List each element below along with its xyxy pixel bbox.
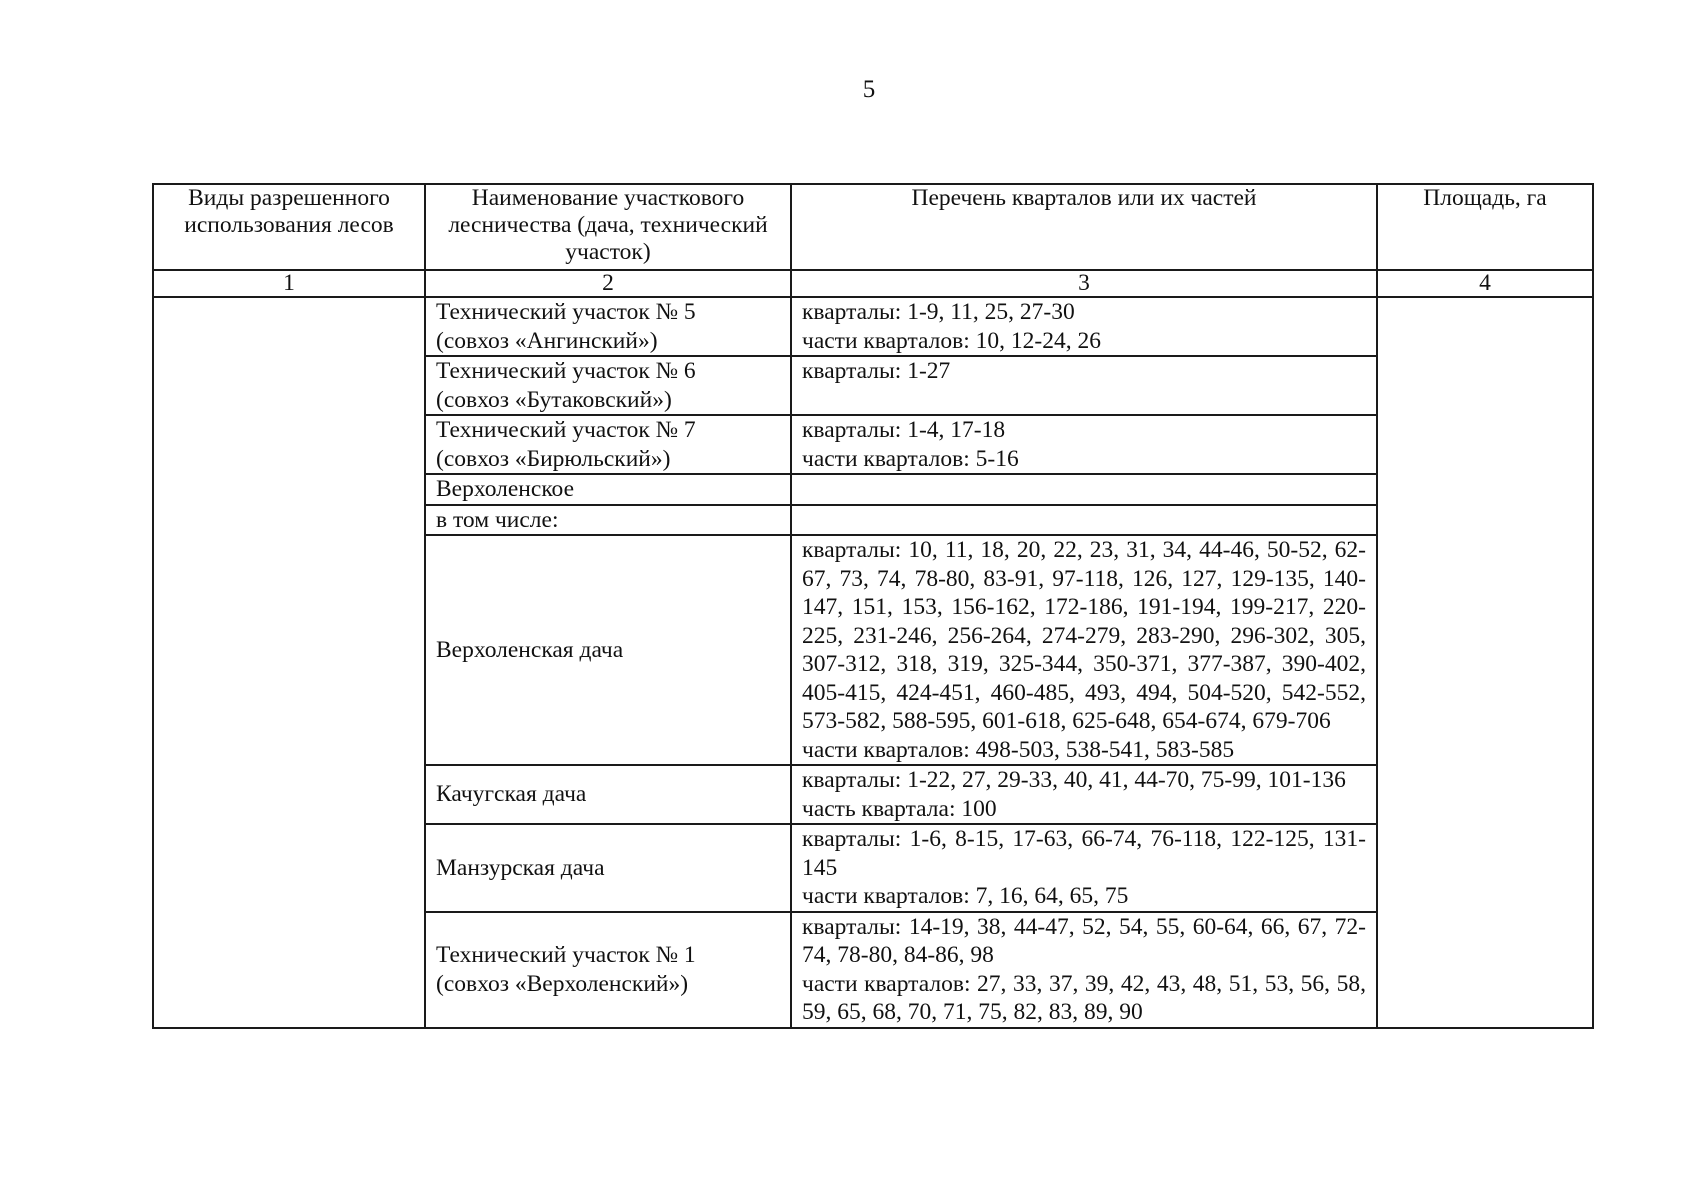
quarters-cell	[791, 474, 1377, 505]
quarters-cell	[791, 535, 1377, 765]
quarters-cell	[791, 415, 1377, 474]
forestry-name-cell	[425, 297, 791, 356]
quarters-line: части кварталов: 5-16	[802, 445, 1019, 472]
header-cell-forestry-name: Наименование участкового лесничества (дача, технический участок)	[425, 184, 791, 270]
column-number: 1	[153, 270, 425, 297]
quarters-cell	[791, 356, 1377, 415]
forestry-name-line: (совхоз «Верхоленский»)	[436, 970, 689, 997]
quarters-cell	[791, 297, 1377, 356]
forest-use-table	[152, 183, 1594, 1029]
forestry-name-line: Технический участок № 1	[436, 942, 696, 968]
forestry-name-line: (совхоз «Бутаковский»)	[436, 386, 672, 413]
quarters-cell	[791, 765, 1377, 824]
use-type-cell	[153, 297, 425, 1028]
table-header-row	[153, 184, 1593, 270]
quarters-line: кварталы: 1-22, 27, 29-33, 40, 41, 44-70, 75-99, 101-136	[802, 767, 1346, 793]
column-number: 3	[791, 270, 1377, 297]
forestry-name-line: Верхоленская дача	[436, 636, 624, 663]
quarters-line: части кварталов: 10, 12-24, 26	[802, 327, 1101, 354]
header-cell-area: Площадь, га	[1377, 184, 1593, 270]
forestry-name-line: Технический участок № 6	[436, 358, 696, 384]
header-cell-quarters-list: Перечень кварталов или их частей	[791, 184, 1377, 270]
quarters-cell	[791, 912, 1377, 1028]
forestry-name-cell	[425, 415, 791, 474]
page-number: 5	[862, 76, 876, 103]
table-row	[153, 297, 1593, 356]
forestry-name-cell	[425, 824, 791, 912]
forestry-name-cell	[425, 912, 791, 1028]
forestry-name-cell	[425, 535, 791, 765]
quarters-line: части кварталов: 498-503, 538-541, 583-585	[802, 736, 1235, 763]
forestry-name-line: Качугская дача	[436, 781, 587, 808]
forestry-name-line: (совхоз «Ангинский»)	[436, 327, 658, 354]
forestry-name-cell	[425, 356, 791, 415]
forestry-name-line: Манзурская дача	[436, 854, 605, 881]
forestry-name-line: Технический участок № 5	[436, 299, 696, 325]
quarters-line: части кварталов: 27, 33, 37, 39, 42, 43, 48, 51, 53, 56, 58, 59, 65, 68, 70, 71, 75, 82, 83, 89, 90	[802, 970, 1366, 1025]
quarters-line: кварталы: 1-27	[802, 358, 951, 384]
column-number-row	[153, 270, 1593, 297]
quarters-cell	[791, 824, 1377, 912]
quarters-line: кварталы: 1-4, 17-18	[802, 417, 1006, 443]
forestry-name-cell	[425, 474, 791, 505]
quarters-line: части кварталов: 7, 16, 64, 65, 75	[802, 883, 1129, 909]
quarters-line: кварталы: 10, 11, 18, 20, 22, 23, 31, 34, 44-46, 50-52, 62-67, 73, 74, 78-80, 83-91, 97-118, 126, 127, 129-135, 140-147, 151, 153, 156-162, 172-186, 191-194, 199-217, 220-225, 231-246, 256-264, 274-279, 283-290, 296-302, 305, 307-312, 318, 319, 325-344, 350-371, 377-387, 390-402, 405-415, 424-451, 460-485, 493, 494, 504-520, 542-552, 573-582, 588-595, 601-618, 625-648, 654-674, 679-706	[802, 537, 1366, 734]
column-number: 4	[1377, 270, 1593, 297]
column-number: 2	[425, 270, 791, 297]
quarters-line: кварталы: 1-9, 11, 25, 27-30	[802, 299, 1075, 325]
forestry-name-line: Технический участок № 7	[436, 417, 696, 443]
quarters-line: кварталы: 1-6, 8-15, 17-63, 66-74, 76-118, 122-125, 131-145	[802, 826, 1366, 881]
forestry-name-cell	[425, 765, 791, 824]
quarters-line: часть квартала: 100	[802, 795, 997, 822]
forestry-name-line: (совхоз «Бирюльский»)	[436, 445, 671, 472]
quarters-line: кварталы: 14-19, 38, 44-47, 52, 54, 55, 60-64, 66, 67, 72-74, 78-80, 84-86, 98	[802, 913, 1366, 968]
header-cell-use-type: Виды разрешенного использования лесов	[153, 184, 425, 270]
forestry-name-line: в том числе:	[436, 506, 559, 533]
quarters-cell	[791, 505, 1377, 536]
forestry-name-line: Верхоленское	[436, 476, 575, 502]
forestry-name-cell	[425, 505, 791, 536]
area-cell	[1377, 297, 1593, 1028]
